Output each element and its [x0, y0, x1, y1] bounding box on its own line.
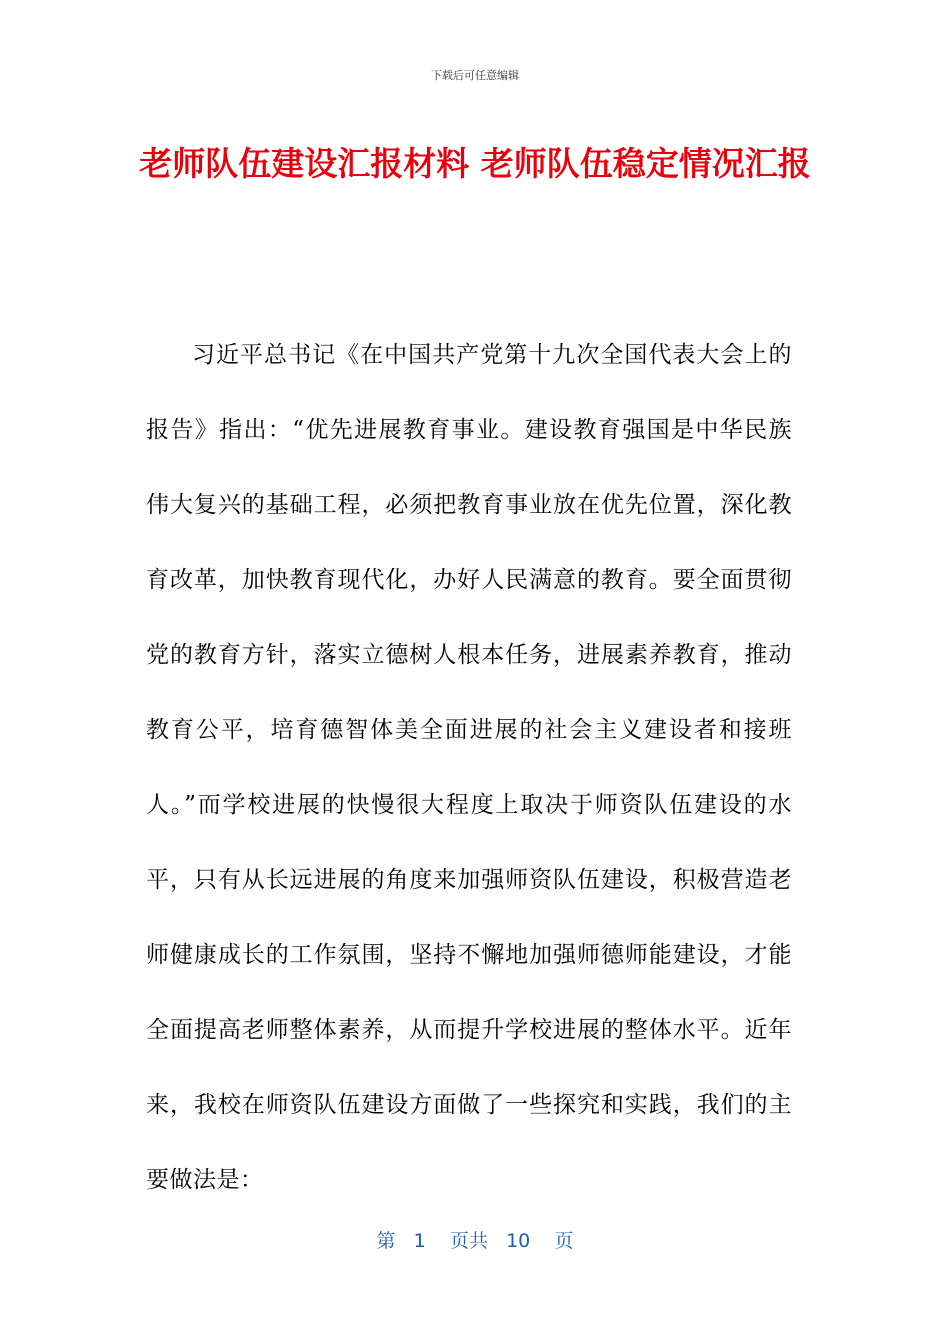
page-total: 10 [506, 1230, 531, 1252]
page-prefix: 第 [376, 1230, 396, 1252]
header-note: 下载后可任意编辑 [431, 69, 519, 82]
page-middle: 页共 [449, 1230, 488, 1252]
body-paragraph: 习近平总书记《在中国共产党第十九次全国代表大会上的报告》指出：“优先进展教育事业。建设教育强国是中华民族伟大复兴的基础工程，必须把教育事业放在优先位置，深化教育改革，加快教育现代化，办好人民满意的教育。要全面贯彻党的教育方针，落实立德树人根本任务，进展素养教育，推动教育公平，培育德智体美全面进展的社会主义建设者和接班人。”而学校进展的快慢很大程度上取决于师资队伍建设的水平，只有从长远进展的角度来加强师资队伍建设，积极营造老师健康成长的工作氛围，坚持不懈地加强师德师能建设，才能全面提高老师整体素养，从而提升学校进展的整体水平。近年来，我校在师资队伍建设方面做了一些探究和实践，我们的主要做法是： [146, 342, 792, 1193]
document-title: 老师队伍建设汇报材料 老师队伍稳定情况汇报 [139, 144, 811, 183]
page-current: 1 [413, 1230, 426, 1252]
page-suffix: 页 [554, 1230, 574, 1252]
page-footer [0, 1226, 950, 1253]
